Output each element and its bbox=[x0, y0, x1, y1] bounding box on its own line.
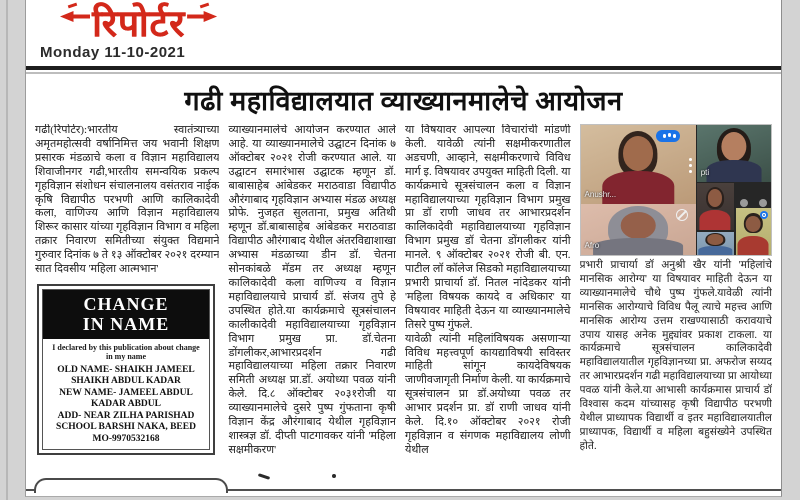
column-1-paragraph: गढी(रिपोर्टर):भारतीय स्वातंत्र्याच्या अमृतमहोत्सवी वर्षानिमित्त जय भवानी शिक्षण प्रसारक मंडळाचे कला व विज्ञान महाविद्यालय शिवाजीनगर गढी,भारतीय समन्वयिक प्रकल्प गृहविज्ञान संशोधन संचालनालय वसंतराव नाईक कृषि विद्यापीठ परभणी आणि कालिकादेवी कला, वाणिज्य आणि विज्ञान महाविद्यालय शिरूर कासार यांच्या गृहविज्ञान विभाग व महिला तक्रार निवारण समितीच्या संयुक्त विद्यमाने गुरुवार दिनांक ७ ते १३ ऑक्टोबर २०२१ दरम्यान सात दिवसीय 'महिला आत्मभान' bbox=[35, 124, 220, 276]
column-4 bbox=[580, 124, 772, 496]
column-3 bbox=[405, 124, 571, 496]
ad-title-line2: IN NAME bbox=[82, 313, 170, 334]
column-3-paragraph-1: या विषयावर आपल्या विचारांची मांडणी केली. यावेळी त्यांनी सक्षमीकरणातील अडचणी, आव्हाने, सक्षमीकरणाचे विविध मार्ग इ. विषयावर उपयुक्त माहिती दिली. या कार्यक्रमाचे सूत्रसंचालन कला व विज्ञान महाविद्यालयाच्या गृहविज्ञान विभाग प्रमुख प्रा डॉ राणी जाधव तर आभारप्रदर्शन कालिकादेवी महाविद्यालयाच्या गृहविज्ञान विभाग प्रमुख डॉ चेतना डोंगलीकर यांनी मानले. ९ ऑक्टोबर २०२१ रोजी बी. एन. पाटील लॉ कॉलेज सिडको महाविद्यालयाच्या प्रभारी प्राचार्या डॉ. नितल नांदेडकर यांनी 'महिला विषयक कायदे व अधिकार' या विषयावर माहिती देऊन या व्याख्यानमालेचे तिसरे पुष्प गुंफले. bbox=[405, 124, 571, 331]
control-dot-icon bbox=[759, 199, 767, 207]
mic-off-icon bbox=[676, 209, 688, 221]
masthead-rule bbox=[26, 66, 781, 70]
spear-right-icon bbox=[187, 11, 217, 22]
mobile-number: MO-9970532168 bbox=[92, 433, 160, 444]
article-headline: गढी महाविद्यालयात व्याख्यानमालेचे आयोजन bbox=[184, 86, 623, 116]
new-name-label: NEW NAME- bbox=[59, 387, 117, 398]
person-silhouette bbox=[621, 212, 656, 238]
ad-frame bbox=[42, 289, 210, 451]
video-tile-participant bbox=[697, 183, 734, 230]
speaker-indicator-icon bbox=[656, 130, 680, 142]
page-fold-shadow bbox=[6, 0, 8, 500]
address-value: NEAR ZILHA PARISHAD SCHOOL BARSHI NAKA, BEED bbox=[56, 410, 196, 433]
control-dot-icon bbox=[760, 211, 768, 219]
video-tile-dipti bbox=[697, 125, 771, 182]
video-tile-participant bbox=[736, 208, 771, 255]
old-name-value: SHAIKH JAMEEL SHAIKH ABDUL KADAR bbox=[71, 364, 195, 387]
logo-text: रिपोर्टर bbox=[92, 4, 186, 45]
column-2-paragraph: व्याख्यानमालेचे आयोजन करण्यात आले आहे. या व्याख्यानमालेचे उद्घाटन दिनांक ७ ऑक्टोबर २०२१ रोजी करण्यात आले. या उद्घाटन समारंभास उद्घाटक म्हणून डॉ. बाबासाहेब आंबेडकर मराठवाडा विद्यापीठ औरंगाबाद गृहविज्ञान अभ्यास मंडळ अध्यक्ष प्रोफे. नुजहत सुलताना, प्रमुख अतिथी म्हणून डॉ.बाबासाहेब आंबेडकर मराठवाडा विद्यापीठ औरंगाबाद येथील अंतरविद्याशाखा अभ्यास मंडळाच्या डीन डॉ. चेतना सोनकांबळे मॅडम तर अध्यक्ष म्हणून कालिकादेवी कला वाणिज्य व विज्ञान महाविद्यालयाचे प्राचार्य डॉ. संजय तुपे हे उपस्थित होते.या कार्यक्रमाचे सूत्रसंचालन कालीकादेवी महाविद्यालयाच्या गृहविज्ञान विभाग प्रमुख प्रा. डॉ.चेतना डोंगलीकर,आभारप्रदर्शन गढी महाविद्यालयाच्या महिला तक्रार निवारण समिती अध्यक्ष प्रा.डॉ. अयोध्या पवळ यांनी केले. दि.८ ऑक्टोबर २०३१रोजी या व्याख्यानमालेचे दुसरे पुष्प गुंफताना कृषी विज्ञान केंद्र औरंगाबाद येथील गृहविज्ञान शास्त्रज्ञ डॉ. दीप्ती पाटगावकर यांनी 'महिला सक्षमीकरण' bbox=[228, 124, 397, 456]
column-1 bbox=[35, 124, 219, 496]
newspaper-logo bbox=[62, 2, 215, 48]
ad-declaration: I declared by this publication about change in my name bbox=[52, 342, 200, 362]
newspaper-clipping bbox=[25, 0, 782, 497]
video-tile-afroj bbox=[581, 204, 696, 255]
video-tile-anushree bbox=[581, 125, 696, 204]
issue-date: Monday 11-10-2021 bbox=[40, 44, 186, 61]
new-name-value: JAMEEL ABDUL KADAR ABDUL bbox=[91, 387, 193, 410]
person-silhouette bbox=[623, 136, 653, 171]
ad-details bbox=[43, 364, 209, 450]
spear-left-icon bbox=[60, 11, 90, 22]
masthead bbox=[26, 0, 781, 66]
next-ad-box-partial bbox=[34, 478, 228, 493]
person-silhouette bbox=[700, 210, 731, 230]
article-body bbox=[26, 122, 781, 496]
video-call-photo bbox=[580, 124, 772, 256]
person-silhouette bbox=[593, 238, 683, 255]
column-2 bbox=[228, 124, 396, 496]
column-4-paragraph: प्रभारी प्राचार्या डॉ अनुश्री खैर यांनी 'महिलांचे मानसिक आरोग्य' या विषयावर माहिती देऊन या व्याख्यानमालेचे चौथे पुष्प गुंफले.यावेळी त्यांनी मानसिक आरोग्याचे विविध पैलू त्याचे महत्त्व आणि मानसिक आरोग्य उत्तम राखण्यासाठी करावयाचे उपाय यासह अनेक मुद्द्यांवर प्रकाश टाकला. या कार्यक्रमाचे सूत्रसंचालन कालिकादेवी महाविद्यालयातील गृहविज्ञानच्या प्रा. अफरोज सय्यद तर आभारप्रदर्शन गढी महाविद्यालयाच्या प्रा आयोध्या पवळ यांनी केले.या आभासी कार्यक्रमास प्राचार्य डॉ विश्वास कदम यांच्यासह कृषी विद्यापीठ परभणी येथील प्राध्यापक विद्यार्थी व इतर महाविद्यालयातील प्राध्यापक, विद्यार्थी व महिला बहुसंख्येने उपस्थित होते. bbox=[579, 260, 772, 452]
column-3-paragraph-2: यावेळी त्यांनी महिलांविषयक असणाऱ्या विविध महत्त्वपूर्ण कायद्याविषयी सविस्तर माहिती सांगून कायदेविषयक जाणीवजागृती निर्माण केली. या कार्यक्रमाचे सूत्रसंचालन प्रा डॉ.अयोध्या पवळ तर आभार प्रदर्शन प्रा. डॉ राणी जाधव यांनी केले. दि.१० ऑक्टोबर २०२१ रोजी गृहविज्ञान व संगणक महाविद्यालय लोणी येथील bbox=[405, 332, 571, 456]
nib-mark-icon bbox=[200, 3, 209, 9]
change-in-name-ad bbox=[37, 284, 215, 456]
person-silhouette bbox=[706, 160, 761, 181]
control-dot-icon bbox=[740, 199, 748, 207]
person-silhouette bbox=[746, 216, 761, 232]
person-silhouette bbox=[738, 236, 769, 255]
ad-title bbox=[43, 290, 209, 339]
video-tile-participant bbox=[697, 232, 734, 255]
address-label: ADD- bbox=[57, 410, 82, 421]
person-silhouette bbox=[699, 246, 732, 255]
old-name-label: OLD NAME- bbox=[57, 364, 113, 375]
more-options-icon bbox=[689, 158, 692, 161]
ink-mark bbox=[332, 474, 336, 478]
nib-mark-icon bbox=[68, 3, 77, 9]
person-silhouette bbox=[707, 234, 723, 244]
participant-name: Anushr... bbox=[584, 189, 617, 199]
participant-name: pti bbox=[700, 167, 710, 177]
participant-name: Afro bbox=[584, 241, 600, 251]
ad-title-line1: CHANGE bbox=[83, 293, 169, 314]
